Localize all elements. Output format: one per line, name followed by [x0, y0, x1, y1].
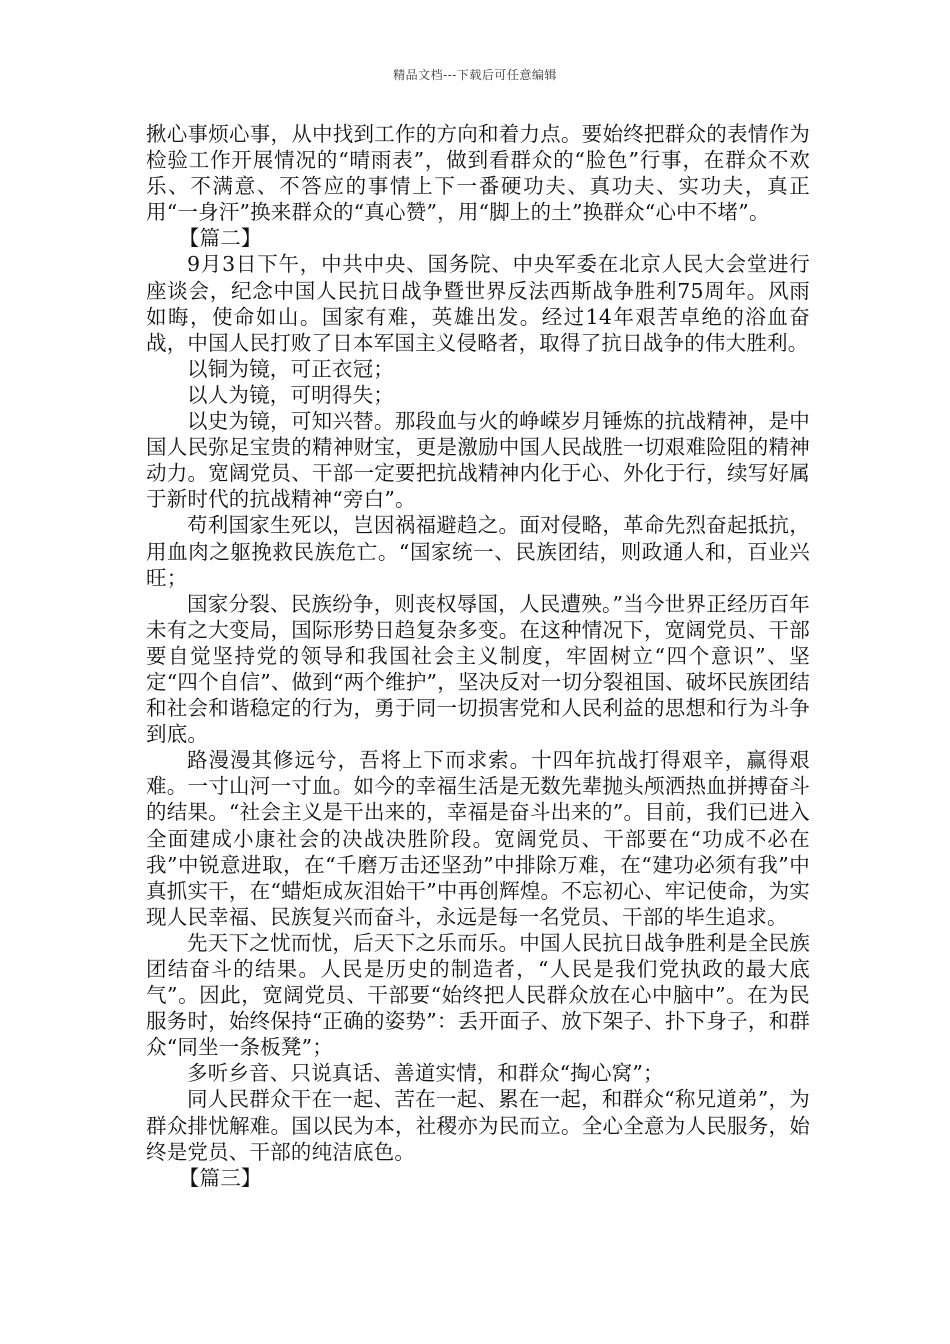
section-heading: 【篇三】	[178, 1165, 262, 1190]
paragraph: 路漫漫其修远兮，吾将上下而求索。十四年抗战打得艰辛，赢得艰难。一寸山河一寸血。如今的幸福生活是无数先辈抛头颅洒热血拼搏奋斗的结果。“社会主义是干出来的，幸福是奋斗出来的”。目前，我们已进入全面建成小康社会的决战决胜阶段。宽阔党员、干部要在“功成不必在我”中锐意进取，在“千磨万击还坚劲”中排除万难，在“建功必须有我”中真抓实干，在“蜡炬成灰泪始干”中再创辉煌。不忘初心、牢记使命，为实现人民幸福、民族复兴而奋斗，永远是每一名党员、干部的毕生追求。	[146, 748, 810, 929]
paragraph: 多听乡音、只说真话、善道实情，和群众“掏心窝”；	[187, 1061, 664, 1086]
section-heading: 【篇二】	[178, 226, 262, 251]
paragraph: 以铜为镜，可正衣冠；	[187, 356, 394, 381]
document-body	[146, 121, 810, 1191]
paragraph: 以人为镜，可明得失；	[187, 382, 394, 407]
paragraph: 以史为镜，可知兴替。那段血与火的峥嵘岁月锤炼的抗战精神，是中国人民弥足宝贵的精神财宝，更是激励中国人民战胜一切艰难险阻的精神动力。宽阔党员、干部一定要把抗战精神内化于心、外化于行，续写好属于新时代的抗战精神“旁白”。	[146, 409, 810, 512]
paragraph: 先天下之忧而忧，后天下之乐而乐。中国人民抗日战争胜利是全民族团结奋斗的结果。人民是历史的制造者，“人民是我们党执政的最大底气”。因此，宽阔党员、干部要“始终把人民群众放在心中脑中”。在为民服务时，始终保持“正确的姿势”：丢开面子、放下架子、扑下身子，和群众“同坐一条板凳”；	[146, 930, 810, 1060]
paragraph: 揪心事烦心事，从中找到工作的方向和着力点。要始终把群众的表情作为检验工作开展情况的“晴雨表”，做到看群众的“脸色”行事，在群众不欢乐、不满意、不答应的事情上下一番硬功夫、真功夫、实功夫，真正用“一身汗”换来群众的“真心赞”，用“脚上的土”换群众“心中不堵”。	[146, 122, 810, 225]
paragraph: 同人民群众干在一起、苦在一起、累在一起，和群众“称兄道弟”，为群众排忧解难。国以民为本，社稷亦为民而立。全心全意为人民服务，始终是党员、干部的纯洁底色。	[146, 1087, 810, 1164]
paragraph: 9月3日下午，中共中央、国务院、中央军委在北京人民大会堂进行座谈会，纪念中国人民抗日战争暨世界反法西斯战争胜利75周年。风雨如晦，使命如山。国家有难，英雄出发。经过14年艰苦卓绝的浴血奋战，中国人民打败了日本军国主义侵略者，取得了抗日战争的伟大胜利。	[146, 252, 810, 355]
page-header: 精品文档---下载后可任意编辑	[393, 68, 557, 82]
paragraph: 苟利国家生死以，岂因祸福避趋之。面对侵略，革命先烈奋起抵抗，用血肉之躯挽救民族危亡。“国家统一、民族团结，则政通人和，百业兴旺；	[146, 513, 810, 590]
paragraph: 国家分裂、民族纷争，则丧权辱国，人民遭殃。”当今世界正经历百年未有之大变局，国际形势日趋复杂多变。在这种情况下，宽阔党员、干部要自觉坚持党的领导和我国社会主义制度，牢固树立“四个意识”、坚定“四个自信”、做到“两个维护”，坚决反对一切分裂祖国、破坏民族团结和社会和谐稳定的行为，勇于同一切损害党和人民利益的思想和行为斗争到底。	[146, 591, 810, 747]
